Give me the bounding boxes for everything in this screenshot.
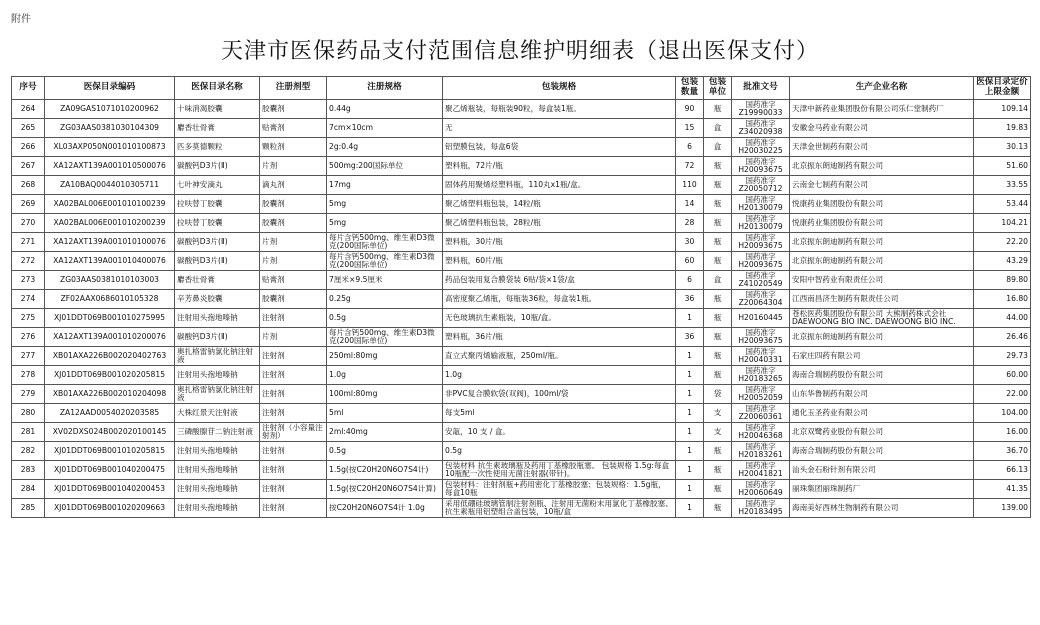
table-cell: XL03AXP050N001010100873 (45, 138, 175, 157)
table-cell: XJ01DDT069B001020205815 (45, 366, 175, 385)
table-cell: 60.00 (974, 366, 1031, 385)
table-cell: 拉呋替丁胶囊 (175, 195, 260, 214)
table-cell: ZF02AAX0686010105328 (45, 290, 175, 309)
table-cell: 瓶 (704, 461, 732, 480)
table-cell: 国药准字H20052059 (732, 385, 790, 404)
table-cell: XA02BAL006E001010200239 (45, 214, 175, 233)
header-cell: 包装规格 (443, 77, 676, 100)
table-cell: 国药准字Z19990033 (732, 100, 790, 119)
table-cell: 胶囊剂 (260, 195, 327, 214)
table-row (12, 385, 1031, 404)
table-cell: 国药准字Z41020549 (732, 271, 790, 290)
table-row (12, 100, 1031, 119)
table-cell: 袋 (704, 385, 732, 404)
table-cell: 塑料瓶，60片/瓶 (443, 252, 676, 271)
table-cell: 胶囊剂 (260, 290, 327, 309)
table-cell: 每支5ml (443, 404, 676, 423)
table-cell: 注射剂 (260, 442, 327, 461)
table-cell: 奥扎格雷钠氯化钠注射液 (175, 347, 260, 366)
table-cell: 22.20 (974, 233, 1031, 252)
table-cell: 碳酸钙D3片(Ⅱ) (175, 157, 260, 176)
table-cell: 264 (12, 100, 45, 119)
table-cell: XJ01DDT069B001040200453 (45, 480, 175, 499)
table-cell: 瓶 (704, 309, 732, 328)
header-cell: 包装数量 (676, 77, 704, 100)
table-row (12, 252, 1031, 271)
header-cell: 批准文号 (732, 77, 790, 100)
table-cell: 铝塑膜包装，每盒6袋 (443, 138, 676, 157)
table-cell: 284 (12, 480, 45, 499)
table-cell: 0.25g (327, 290, 443, 309)
table-cell: 瓶 (704, 176, 732, 195)
table-cell: 每片含钙500mg、维生素D3微克(200国际单位) (327, 328, 443, 347)
table-cell: 275 (12, 309, 45, 328)
table-cell: 43.29 (974, 252, 1031, 271)
table-cell: 包装材料 抗生素玻璃瓶及药用丁基橡胶瓶塞。 包装规格 1.5g:每盒10瓶配一次性使用无菌注射器(带针)。 (443, 461, 676, 480)
header-cell: 注册规格 (327, 77, 443, 100)
table-cell: 大株红景天注射液 (175, 404, 260, 423)
table-cell: XB01AXA226B002020402763 (45, 347, 175, 366)
table-cell: 安徽金马药业有限公司 (790, 119, 974, 138)
table-cell: ZA09GAS1071010200962 (45, 100, 175, 119)
table-cell: 1.5g(按C20H20N6O7S4计算) (327, 480, 443, 499)
table-cell: 1 (676, 404, 704, 423)
table-cell: 0.5g (443, 442, 676, 461)
table-cell: 通化玉圣药业有限公司 (790, 404, 974, 423)
table-cell: 天津金世制药有限公司 (790, 138, 974, 157)
table-cell: 安阳中智药业有限责任公司 (790, 271, 974, 290)
table-cell: 110 (676, 176, 704, 195)
table-cell: 辛芳鼻炎胶囊 (175, 290, 260, 309)
table-cell: 片剂 (260, 328, 327, 347)
table-header-row (12, 77, 1031, 100)
table-cell: ZA10BAQ0044010305711 (45, 176, 175, 195)
table-cell: 盒 (704, 119, 732, 138)
table-cell: 5ml (327, 404, 443, 423)
table-cell: 6 (676, 138, 704, 157)
table-row (12, 442, 1031, 461)
table-cell: 北京振东朗迪制药有限公司 (790, 157, 974, 176)
table-cell: 22.00 (974, 385, 1031, 404)
table-cell: 颗粒剂 (260, 138, 327, 157)
table-cell: 72 (676, 157, 704, 176)
table-cell: 贴膏剂 (260, 271, 327, 290)
table-row (12, 195, 1031, 214)
table-cell: 1 (676, 480, 704, 499)
table-cell: 26.46 (974, 328, 1031, 347)
table-cell: 三磷酸腺苷二钠注射液 (175, 423, 260, 442)
table-cell: 麝香壮骨膏 (175, 271, 260, 290)
table-row (12, 404, 1031, 423)
table-cell: 29.73 (974, 347, 1031, 366)
table-cell: 89.80 (974, 271, 1031, 290)
table-cell: 1 (676, 423, 704, 442)
table-cell: XJ01DDT069B001020209663 (45, 499, 175, 518)
table-cell: 片剂 (260, 157, 327, 176)
table-cell: XJ01DDT069B001040200475 (45, 461, 175, 480)
table-cell: 注射用头孢地嗪钠 (175, 442, 260, 461)
table-cell: 北京双鹭药业股份有限公司 (790, 423, 974, 442)
table-cell: 苍松医药集团股份有限公司 大熊制药株式会社 DAEWOONG BIO INC. DAEWOONG BIO INC. (790, 309, 974, 328)
table-cell: 塑料瓶，72片/瓶 (443, 157, 676, 176)
table-row (12, 157, 1031, 176)
table-cell: 269 (12, 195, 45, 214)
table-cell: 1 (676, 366, 704, 385)
table-cell: 7cm×10cm (327, 119, 443, 138)
table-cell: 272 (12, 252, 45, 271)
table-cell: 瓶 (704, 214, 732, 233)
table-cell: 270 (12, 214, 45, 233)
table-cell: 国药准字Z34020938 (732, 119, 790, 138)
table-cell: 瓶 (704, 347, 732, 366)
table-cell: 注射剂 (260, 404, 327, 423)
table-cell: 瓶 (704, 252, 732, 271)
table-cell: 16.00 (974, 423, 1031, 442)
table-cell: 国药准字H20130079 (732, 214, 790, 233)
table-cell: 66.13 (974, 461, 1031, 480)
table-cell: 聚乙烯瓶装，每瓶装90粒，每盒装1瓶。 (443, 100, 676, 119)
table-cell: 滴丸剂 (260, 176, 327, 195)
table-cell: 53.44 (974, 195, 1031, 214)
table-cell: 采用低硼硅玻璃管制注射剂瓶、注射用无菌粉末用氯化丁基橡胶塞、抗生素瓶用铝塑组合盖包装，10瓶/盒 (443, 499, 676, 518)
table-cell: 6 (676, 271, 704, 290)
table-cell: 江西南昌济生制药有限责任公司 (790, 290, 974, 309)
table-cell: 注射用头孢地嗪钠 (175, 480, 260, 499)
table-cell: 海南美好西林生物制药有限公司 (790, 499, 974, 518)
table-cell: 天津中新药业集团股份有限公司乐仁堂制药厂 (790, 100, 974, 119)
table-cell: 注射用头孢地嗪钠 (175, 309, 260, 328)
table-cell: XA12AXT139A001010100076 (45, 233, 175, 252)
header-cell: 序号 (12, 77, 45, 100)
table-cell: 瓶 (704, 366, 732, 385)
table-cell: 276 (12, 328, 45, 347)
table-cell: 1 (676, 385, 704, 404)
table-row (12, 233, 1031, 252)
table-row (12, 138, 1031, 157)
table-cell: 1 (676, 442, 704, 461)
table-cell: 265 (12, 119, 45, 138)
table-cell: 国药准字Z20064304 (732, 290, 790, 309)
table-cell: 按C20H20N6O7S4计 1.0g (327, 499, 443, 518)
table-cell: 云南金七制药有限公司 (790, 176, 974, 195)
table-cell: 塑料瓶，30片/瓶 (443, 233, 676, 252)
table-cell: 250ml:80mg (327, 347, 443, 366)
table-cell: 17mg (327, 176, 443, 195)
header-cell: 医保目录编码 (45, 77, 175, 100)
table-cell: 注射剂 (260, 385, 327, 404)
table-cell: 1.0g (443, 366, 676, 385)
table-cell: 十味消渴胶囊 (175, 100, 260, 119)
table-cell: 274 (12, 290, 45, 309)
table-cell: 283 (12, 461, 45, 480)
table-cell: 注射剂 (260, 366, 327, 385)
table-cell: 盒 (704, 138, 732, 157)
table-cell: 片剂 (260, 233, 327, 252)
table-cell: 36 (676, 290, 704, 309)
table-cell: 1 (676, 309, 704, 328)
table-row (12, 499, 1031, 518)
table-cell: 100ml:80mg (327, 385, 443, 404)
table-cell: 北京振东朗迪制药有限公司 (790, 233, 974, 252)
header-cell: 注册剂型 (260, 77, 327, 100)
table-row (12, 271, 1031, 290)
table-cell: 丽珠集团丽珠制药厂 (790, 480, 974, 499)
table-cell: 直立式聚丙烯输液瓶，250ml/瓶。 (443, 347, 676, 366)
page-title: 天津市医保药品支付范围信息维护明细表（退出医保支付） (220, 39, 819, 64)
table-cell: 104.00 (974, 404, 1031, 423)
table-cell: 奥扎格雷钠氯化钠注射液 (175, 385, 260, 404)
table-cell: 每片含钙500mg、维生素D3微克(200国际单位) (327, 233, 443, 252)
table-cell: XB01AXA226B002010204098 (45, 385, 175, 404)
table-cell: 注射剂 (260, 461, 327, 480)
table-cell: 16.80 (974, 290, 1031, 309)
table-cell: 281 (12, 423, 45, 442)
table-cell: 279 (12, 385, 45, 404)
table-cell: 5mg (327, 214, 443, 233)
table-cell: 塑料瓶，36片/瓶 (443, 328, 676, 347)
table-cell: XA12AXT139A001010200076 (45, 328, 175, 347)
table-cell: 瓶 (704, 195, 732, 214)
table-cell: 碳酸钙D3片(Ⅱ) (175, 252, 260, 271)
table-cell: 固体药用聚烯烃塑料瓶，110丸x1瓶/盒。 (443, 176, 676, 195)
table-cell: 瓶 (704, 480, 732, 499)
table-cell: 支 (704, 404, 732, 423)
table-cell: 注射用头孢地嗪钠 (175, 366, 260, 385)
table-cell: 石家庄四药有限公司 (790, 347, 974, 366)
table-cell: 碳酸钙D3片(Ⅱ) (175, 233, 260, 252)
table-cell: 支 (704, 423, 732, 442)
table-cell: 60 (676, 252, 704, 271)
table-cell: ZG03AAS0381030104309 (45, 119, 175, 138)
drug-table (11, 76, 1031, 518)
table-cell: 41.35 (974, 480, 1031, 499)
table-cell: 2g:0.4g (327, 138, 443, 157)
table-cell: 瓶 (704, 100, 732, 119)
table-cell: 国药准字H20030225 (732, 138, 790, 157)
table-row (12, 328, 1031, 347)
table-cell: 国药准字H20183265 (732, 366, 790, 385)
table-cell: 瓶 (704, 442, 732, 461)
table-cell: 国药准字Z20060361 (732, 404, 790, 423)
table-cell: 注射剂（小容量注射剂） (260, 423, 327, 442)
table-cell: 汕头金石粉针剂有限公司 (790, 461, 974, 480)
table-cell: 注射剂 (260, 347, 327, 366)
table-cell: XA12AXT139A001010400076 (45, 252, 175, 271)
table-cell: 包装材料：注射剂瓶+药用密化丁基橡胶塞；包装规格：1.5g瓶，每盒10瓶 (443, 480, 676, 499)
table-cell: 国药准字H20093675 (732, 157, 790, 176)
table-cell: 282 (12, 442, 45, 461)
attachment-label: 附件 (11, 14, 31, 25)
table-cell: 瓶 (704, 157, 732, 176)
table-cell: 聚乙烯塑料瓶包装，28粒/瓶 (443, 214, 676, 233)
table-cell: 瓶 (704, 499, 732, 518)
table-row (12, 480, 1031, 499)
table-cell: 0.44g (327, 100, 443, 119)
table-cell: 海南合瑞制药股份有限公司 (790, 366, 974, 385)
table-cell: 28 (676, 214, 704, 233)
table-cell: 胶囊剂 (260, 214, 327, 233)
header-cell: 医保目录定价上限金额 (974, 77, 1031, 100)
table-cell: 国药准字H20130079 (732, 195, 790, 214)
table-cell: 注射剂 (260, 309, 327, 328)
table-cell: 0.5g (327, 442, 443, 461)
table-cell: ZG03AAS0381010103003 (45, 271, 175, 290)
table-cell: H20160445 (732, 309, 790, 328)
table-cell: 30.13 (974, 138, 1031, 157)
table-cell: 5mg (327, 195, 443, 214)
table-cell: 非PVC复合膜软袋(双阀)，100ml/袋 (443, 385, 676, 404)
table-cell: 碳酸钙D3片(Ⅱ) (175, 328, 260, 347)
table-row (12, 461, 1031, 480)
table-cell: 无色玻璃抗生素瓶装，10瓶/盒。 (443, 309, 676, 328)
table-cell: 拉呋替丁胶囊 (175, 214, 260, 233)
table-cell: 1 (676, 461, 704, 480)
table-cell: XA02BAL006E001010100239 (45, 195, 175, 214)
table-cell: 注射用头孢地嗪钠 (175, 461, 260, 480)
table-cell: 瓶 (704, 290, 732, 309)
table-cell: 每片含钙500mg、维生素D3微克(200国际单位) (327, 252, 443, 271)
table-cell: 盒 (704, 271, 732, 290)
table-cell: 国药准字H20183261 (732, 442, 790, 461)
table-row (12, 290, 1031, 309)
table-cell: 国药准字H20060649 (732, 480, 790, 499)
table-cell: 1 (676, 347, 704, 366)
table-cell: 104.21 (974, 214, 1031, 233)
table-cell: 悦康药业集团股份有限公司 (790, 195, 974, 214)
table-cell: 266 (12, 138, 45, 157)
table-cell: 267 (12, 157, 45, 176)
table-row (12, 214, 1031, 233)
table-cell: 国药准字H20183495 (732, 499, 790, 518)
table-cell: 注射剂 (260, 499, 327, 518)
table-cell: 注射剂 (260, 480, 327, 499)
table-row (12, 309, 1031, 328)
table-cell: 1.0g (327, 366, 443, 385)
table-cell: 贴膏剂 (260, 119, 327, 138)
table-cell: 14 (676, 195, 704, 214)
table-cell: 1 (676, 499, 704, 518)
table-row (12, 423, 1031, 442)
header-cell: 医保目录名称 (175, 77, 260, 100)
table-cell: 无 (443, 119, 676, 138)
table-cell: 1.5g(按C20H20N6O7S4计) (327, 461, 443, 480)
table-cell: 瓶 (704, 233, 732, 252)
table-cell: 片剂 (260, 252, 327, 271)
table-cell: 国药准字H20040331 (732, 347, 790, 366)
table-cell: 36 (676, 328, 704, 347)
table-cell: 山东华鲁制药有限公司 (790, 385, 974, 404)
table-cell: 海南合瑞制药股份有限公司 (790, 442, 974, 461)
table-row (12, 119, 1031, 138)
table-cell: 匹多莫德颗粒 (175, 138, 260, 157)
table-cell: 2ml:40mg (327, 423, 443, 442)
table-cell: 36.70 (974, 442, 1031, 461)
table-cell: 国药准字H20093675 (732, 252, 790, 271)
table-cell: ZA12AAD0054020203585 (45, 404, 175, 423)
table-cell: 药品包装用复合膜袋装 6贴/袋×1袋/盒 (443, 271, 676, 290)
table-cell: 聚乙烯塑料瓶包装，14粒/瓶 (443, 195, 676, 214)
table-cell: XV02DXS024B002020100145 (45, 423, 175, 442)
header-cell: 生产企业名称 (790, 77, 974, 100)
table-cell: 51.60 (974, 157, 1031, 176)
table-cell: 19.83 (974, 119, 1031, 138)
table-cell: 七叶神安滴丸 (175, 176, 260, 195)
table-cell: 109.14 (974, 100, 1031, 119)
table-cell: 44.00 (974, 309, 1031, 328)
table-cell: 280 (12, 404, 45, 423)
table-cell: 139.00 (974, 499, 1031, 518)
table-cell: 90 (676, 100, 704, 119)
table-cell: 北京振东朗迪制药有限公司 (790, 252, 974, 271)
header-cell: 包装单位 (704, 77, 732, 100)
table-cell: 273 (12, 271, 45, 290)
table-row (12, 176, 1031, 195)
table-cell: XJ01DDT069B001010205815 (45, 442, 175, 461)
table-cell: XJ01DDT069B001010275995 (45, 309, 175, 328)
table-cell: 国药准字H20093675 (732, 328, 790, 347)
table-cell: 30 (676, 233, 704, 252)
table-cell: 国药准字H20046368 (732, 423, 790, 442)
table-cell: 国药准字H20093675 (732, 233, 790, 252)
table-cell: 268 (12, 176, 45, 195)
table-cell: 安瓿，10 支 / 盒。 (443, 423, 676, 442)
table-cell: 33.55 (974, 176, 1031, 195)
table-cell: 285 (12, 499, 45, 518)
table-cell: 271 (12, 233, 45, 252)
table-cell: 277 (12, 347, 45, 366)
table-cell: 北京振东朗迪制药有限公司 (790, 328, 974, 347)
table-cell: 悦康药业集团股份有限公司 (790, 214, 974, 233)
table-cell: 注射用头孢地嗪钠 (175, 499, 260, 518)
table-cell: 0.5g (327, 309, 443, 328)
table-cell: 瓶 (704, 328, 732, 347)
table-cell: 高密度聚乙烯瓶，每瓶装36粒，每盒装1瓶。 (443, 290, 676, 309)
table-cell: 国药准字Z20050712 (732, 176, 790, 195)
table-cell: 麝香壮骨膏 (175, 119, 260, 138)
table-cell: XA12AXT139A001010500076 (45, 157, 175, 176)
table-row (12, 366, 1031, 385)
table-cell: 278 (12, 366, 45, 385)
table-cell: 500mg:200国际单位 (327, 157, 443, 176)
table-cell: 7厘米×9.5厘米 (327, 271, 443, 290)
table-row (12, 347, 1031, 366)
table-cell: 15 (676, 119, 704, 138)
table-cell: 胶囊剂 (260, 100, 327, 119)
table-cell: 国药准字H20041821 (732, 461, 790, 480)
